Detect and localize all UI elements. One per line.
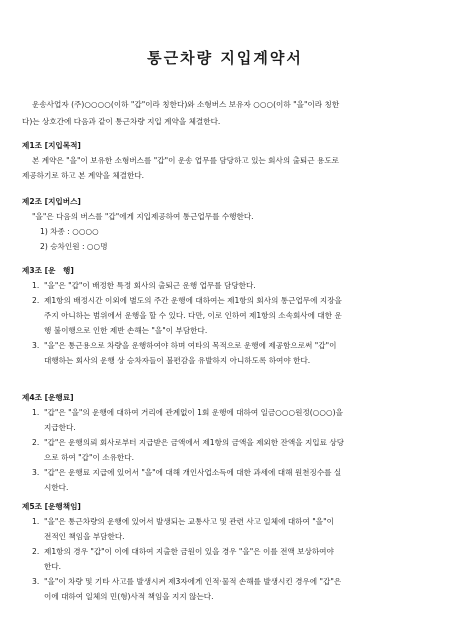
list-item-number: 1. (32, 517, 40, 526)
list-item-line: "갑"은 운행의뢰 회사로부터 지급받은 금액에서 제1항의 금액을 제외한 잔액을 지입료 상당 (44, 438, 345, 447)
list-item-line: 제1항의 배정시간 이외에 별도의 주간 운행에 대하여는 제1항의 회사의 통근업무에 지장을 (44, 296, 342, 305)
list-item-line: "을"은 통근차량의 운행에 있어서 발생되는 교통사고 및 관련 사고 일체에 대하여 "을"이 (44, 517, 334, 526)
list-item-line: 행 불이행으로 인한 제반 손해는 "을"이 부담한다. (44, 326, 208, 335)
article-2 (22, 195, 434, 254)
list-item-line: "을"은 통근용으로 차량을 운행하여야 하며 여타의 목적으로 운행에 제공함으로써 "갑"이 (44, 341, 337, 350)
list-item-line: 시한다. (44, 483, 69, 492)
article-list (22, 514, 434, 604)
list-item (22, 574, 434, 604)
passenger-count-item: 2) 승차인원 : ○○명 (40, 242, 108, 251)
list-item (22, 293, 434, 338)
article-list (22, 405, 434, 495)
list-item-line: "갑"은 운행료 지급에 있어서 "을"에 대해 개인사업소득에 대한 과세에 대해 원천징수를 실 (44, 468, 342, 477)
list-item-line: 제1항의 경우 "갑"이 이에 대하여 지출한 금원이 있을 경우 "을"은 이를 전액 보상하여야 (44, 547, 334, 556)
document-title: 통근차량 지입계약서 (147, 49, 303, 67)
list-item-number: 2. (32, 438, 40, 447)
article-heading: 제4조 [운행료] (22, 393, 74, 402)
list-item-line: 대행하는 회사의 운행 상 승차자들이 불편감을 유발하지 아니하도록 하여야 한다. (44, 356, 311, 365)
list-item-number: 1. (32, 281, 40, 290)
article-4 (22, 391, 434, 495)
list-item (22, 405, 434, 435)
list-item-number: 2. (32, 547, 40, 556)
article-line: 본 계약은 "을"이 보유한 소형버스를 "갑"이 운송 업무를 담당하고 있는 회사의 출퇴근 용도로 (32, 156, 340, 165)
article-1 (22, 139, 434, 183)
list-item-line: 지급한다. (44, 423, 76, 432)
article-heading: 제2조 [지입버스] (22, 197, 81, 206)
list-item-number: 2. (32, 296, 40, 305)
list-item (22, 435, 434, 465)
list-item-line: "을"이 차량 및 기타 사고를 발생시켜 제3자에게 인적·물적 손해를 발생시킨 경우에 "갑"은 (44, 577, 342, 586)
article-list (22, 278, 434, 368)
list-item-number: 3. (32, 341, 40, 350)
article-heading: 제1조 [지입목적] (22, 141, 81, 150)
article-3 (22, 264, 434, 368)
vehicle-type-item: 1) 차종 : ○○○○ (40, 227, 99, 236)
article-heading: 제5조 [운행책임] (22, 502, 81, 511)
list-item-line: "갑"은 "을"의 운행에 대하여 거리에 관계없이 1회 운행에 대하여 일금○○○원정(○○○)을 (44, 408, 343, 417)
list-item-line: 이에 대하여 일체의 민(형)사적 책임을 지지 않는다. (44, 592, 214, 601)
list-item (22, 465, 434, 495)
list-item-line: 한다. (44, 562, 62, 571)
list-item (22, 544, 434, 574)
list-item (22, 514, 434, 544)
article-heading: 제3조 [운 행] (22, 266, 74, 275)
intro-line: 운송사업자 (주)○○○○(이하 "갑"이라 칭한다)와 소형버스 보유자 ○○○(이하 "을"이라 칭한 (32, 100, 340, 109)
list-item-number: 3. (32, 577, 40, 586)
intro-paragraph (22, 96, 434, 130)
list-item-line: "을"은 "갑"이 배정한 특정 회사의 출퇴근 운행 업무를 담당한다. (44, 281, 256, 290)
list-item-line: 주지 아니하는 범위에서 운행을 할 수 있다. 다만, 이로 인하여 제1항의 소속회사에 대한 운 (44, 311, 342, 320)
intro-line: 다)는 상호간에 다음과 같이 통근차량 지입 계약을 체결한다. (22, 117, 221, 126)
list-item (22, 278, 434, 293)
list-item-line: 전적인 책임을 부담한다. (44, 532, 125, 541)
list-item (22, 338, 434, 368)
list-item-line: 으로 하여 "갑"이 소유한다. (44, 453, 134, 462)
list-item-number: 3. (32, 468, 40, 477)
list-item-number: 1. (32, 408, 40, 417)
article-5 (22, 500, 434, 604)
article-line: 제공하기로 하고 본 계약을 체결한다. (22, 171, 145, 180)
article-line: "을"은 다음의 버스를 "갑"에게 지입제공하여 통근업무를 수행한다. (32, 212, 254, 221)
